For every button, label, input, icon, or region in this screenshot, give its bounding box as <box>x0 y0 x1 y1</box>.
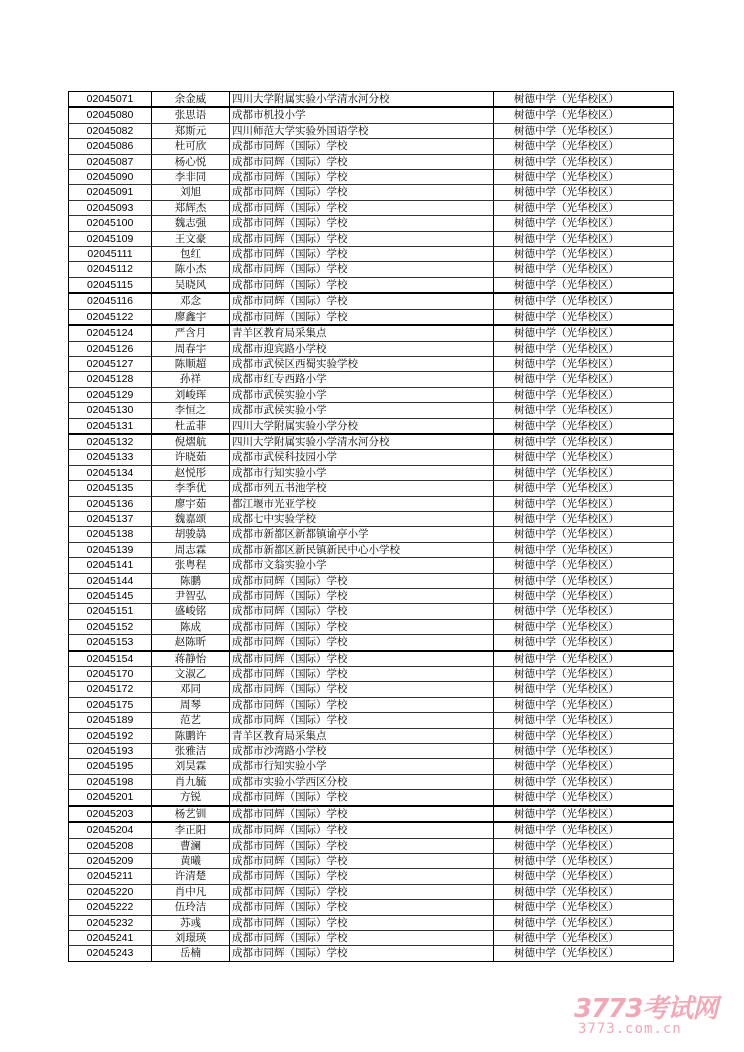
school-cell: 成都市同辉（国际）学校 <box>230 262 494 277</box>
table-row <box>69 915 674 930</box>
student-id-cell: 02045109 <box>69 231 152 246</box>
table-row <box>69 481 674 496</box>
table-row <box>69 231 674 246</box>
student-id-cell: 02045138 <box>69 527 152 542</box>
school-cell: 成都市同辉（国际）学校 <box>230 790 494 806</box>
student-name-cell: 魏嘉颂 <box>152 511 230 526</box>
admitted-school-cell: 树德中学（光华校区） <box>494 759 674 774</box>
admitted-school-cell: 树德中学（光华校区） <box>494 511 674 526</box>
student-name-cell: 尹智弘 <box>152 589 230 604</box>
table-row <box>69 589 674 604</box>
school-cell: 成都市新都区新民镇新民中心小学校 <box>230 542 494 557</box>
student-id-cell: 02045133 <box>69 450 152 465</box>
school-cell: 成都市同辉（国际）学校 <box>230 869 494 884</box>
table-row <box>69 744 674 759</box>
school-cell: 成都市同辉（国际）学校 <box>230 154 494 169</box>
admitted-school-cell: 树德中学（光华校区） <box>494 216 674 231</box>
table-row <box>69 154 674 169</box>
school-cell: 四川大学附属实验小学清水河分校 <box>230 434 494 450</box>
student-id-cell: 02045232 <box>69 915 152 930</box>
school-cell: 四川大学附属实验小学分校 <box>230 418 494 434</box>
student-name-cell: 肖九毓 <box>152 774 230 789</box>
student-name-cell: 赵悦彤 <box>152 465 230 480</box>
admitted-school-cell: 树德中学（光华校区） <box>494 728 674 743</box>
student-name-cell: 黄曦 <box>152 853 230 868</box>
school-cell: 成都市沙湾路小学校 <box>230 744 494 759</box>
admitted-school-cell: 树德中学（光华校区） <box>494 372 674 387</box>
student-name-cell: 李正阳 <box>152 822 230 838</box>
student-name-cell: 范艺 <box>152 713 230 728</box>
student-id-cell: 02045091 <box>69 185 152 200</box>
school-cell: 成都市新都区新都镇谕亭小学 <box>230 527 494 542</box>
school-cell: 成都市同辉（国际）学校 <box>230 139 494 154</box>
table-row <box>69 822 674 838</box>
admission-table <box>68 91 674 962</box>
school-cell: 成都市同辉（国际）学校 <box>230 200 494 215</box>
school-cell: 成都市行知实验小学 <box>230 759 494 774</box>
student-id-cell: 02045135 <box>69 481 152 496</box>
table-row <box>69 216 674 231</box>
admitted-school-cell: 树德中学（光华校区） <box>494 277 674 293</box>
admitted-school-cell: 树德中学（光华校区） <box>494 465 674 480</box>
table-row <box>69 759 674 774</box>
school-cell: 成都市同辉（国际）学校 <box>230 900 494 915</box>
student-name-cell: 包红 <box>152 247 230 262</box>
school-cell: 成都市同辉（国际）学校 <box>230 635 494 651</box>
student-id-cell: 02045111 <box>69 247 152 262</box>
student-id-cell: 02045211 <box>69 869 152 884</box>
student-id-cell: 02045087 <box>69 154 152 169</box>
school-cell: 成都市同辉（国际）学校 <box>230 806 494 822</box>
table-row <box>69 542 674 557</box>
admitted-school-cell: 树德中学（光华校区） <box>494 123 674 138</box>
table-row <box>69 838 674 853</box>
table-row <box>69 651 674 667</box>
table-row <box>69 277 674 293</box>
student-id-cell: 02045241 <box>69 930 152 945</box>
admitted-school-cell: 树德中学（光华校区） <box>494 92 674 108</box>
admitted-school-cell: 树德中学（光华校区） <box>494 403 674 418</box>
table-row <box>69 573 674 588</box>
admitted-school-cell: 树德中学（光华校区） <box>494 774 674 789</box>
table-row <box>69 946 674 961</box>
admitted-school-cell: 树德中学（光华校区） <box>494 822 674 838</box>
table-row <box>69 139 674 154</box>
student-name-cell: 周春宇 <box>152 341 230 356</box>
admission-table-body <box>69 92 674 962</box>
student-name-cell: 陈顺超 <box>152 356 230 371</box>
student-id-cell: 02045198 <box>69 774 152 789</box>
admitted-school-cell: 树德中学（光华校区） <box>494 247 674 262</box>
student-id-cell: 02045124 <box>69 325 152 341</box>
admitted-school-cell: 树德中学（光华校区） <box>494 619 674 634</box>
admitted-school-cell: 树德中学（光华校区） <box>494 869 674 884</box>
student-id-cell: 02045201 <box>69 790 152 806</box>
admitted-school-cell: 树德中学（光华校区） <box>494 231 674 246</box>
table-row <box>69 309 674 325</box>
student-name-cell: 严含月 <box>152 325 230 341</box>
student-id-cell: 02045189 <box>69 713 152 728</box>
table-row <box>69 900 674 915</box>
table-row <box>69 682 674 697</box>
student-name-cell: 廖鑫宇 <box>152 309 230 325</box>
school-cell: 成都市武侯实验小学 <box>230 403 494 418</box>
school-cell: 四川师范大学实验外国语学校 <box>230 123 494 138</box>
admitted-school-cell: 树德中学（光华校区） <box>494 154 674 169</box>
student-name-cell: 刘旭 <box>152 185 230 200</box>
student-id-cell: 02045203 <box>69 806 152 822</box>
school-cell: 成都市同辉（国际）学校 <box>230 930 494 945</box>
student-name-cell: 余金威 <box>152 92 230 108</box>
student-name-cell: 肖中凡 <box>152 884 230 899</box>
school-cell: 四川大学附属实验小学清水河分校 <box>230 92 494 108</box>
student-name-cell: 郑辉杰 <box>152 200 230 215</box>
student-name-cell: 蒋静怡 <box>152 651 230 667</box>
admitted-school-cell: 树德中学（光华校区） <box>494 341 674 356</box>
school-cell: 成都市同辉（国际）学校 <box>230 884 494 899</box>
school-cell: 青羊区教育局采集点 <box>230 325 494 341</box>
admitted-school-cell: 树德中学（光华校区） <box>494 900 674 915</box>
student-name-cell: 李非同 <box>152 170 230 185</box>
school-cell: 成都市同辉（国际）学校 <box>230 838 494 853</box>
admitted-school-cell: 树德中学（光华校区） <box>494 558 674 573</box>
table-row <box>69 619 674 634</box>
school-cell: 成都市武侯实验小学 <box>230 387 494 402</box>
student-name-cell: 曹澜 <box>152 838 230 853</box>
school-cell: 成都市红专西路小学 <box>230 372 494 387</box>
student-id-cell: 02045127 <box>69 356 152 371</box>
school-cell: 成都市同辉（国际）学校 <box>230 946 494 961</box>
student-id-cell: 02045209 <box>69 853 152 868</box>
student-name-cell: 廖宇茹 <box>152 496 230 511</box>
admitted-school-cell: 树德中学（光华校区） <box>494 262 674 277</box>
student-name-cell: 张粤程 <box>152 558 230 573</box>
school-cell: 成都市同辉（国际）学校 <box>230 247 494 262</box>
student-name-cell: 杨心悦 <box>152 154 230 169</box>
student-name-cell: 胡骏骉 <box>152 527 230 542</box>
student-name-cell: 刘昊霖 <box>152 759 230 774</box>
student-name-cell: 陈鹏许 <box>152 728 230 743</box>
school-cell: 成都市同辉（国际）学校 <box>230 231 494 246</box>
admitted-school-cell: 树德中学（光华校区） <box>494 387 674 402</box>
table-row <box>69 806 674 822</box>
student-id-cell: 02045132 <box>69 434 152 450</box>
student-id-cell: 02045134 <box>69 465 152 480</box>
table-row <box>69 403 674 418</box>
student-id-cell: 02045193 <box>69 744 152 759</box>
admitted-school-cell: 树德中学（光华校区） <box>494 806 674 822</box>
student-id-cell: 02045151 <box>69 604 152 619</box>
student-id-cell: 02045090 <box>69 170 152 185</box>
student-id-cell: 02045112 <box>69 262 152 277</box>
school-cell: 成都市机投小学 <box>230 107 494 123</box>
table-row <box>69 853 674 868</box>
student-name-cell: 陈成 <box>152 619 230 634</box>
student-id-cell: 02045192 <box>69 728 152 743</box>
student-name-cell: 周志霖 <box>152 542 230 557</box>
table-row <box>69 790 674 806</box>
table-row <box>69 123 674 138</box>
school-cell: 成都市同辉（国际）学校 <box>230 697 494 712</box>
student-name-cell: 邓念 <box>152 293 230 309</box>
student-name-cell: 杜孟菲 <box>152 418 230 434</box>
table-row <box>69 667 674 682</box>
student-name-cell: 倪熠航 <box>152 434 230 450</box>
school-cell: 成都市同辉（国际）学校 <box>230 309 494 325</box>
student-name-cell: 陈鹏 <box>152 573 230 588</box>
school-cell: 成都市文翁实验小学 <box>230 558 494 573</box>
table-row <box>69 293 674 309</box>
student-name-cell: 杜可欣 <box>152 139 230 154</box>
student-id-cell: 02045082 <box>69 123 152 138</box>
table-row <box>69 496 674 511</box>
table-row <box>69 697 674 712</box>
admitted-school-cell: 树德中学（光华校区） <box>494 604 674 619</box>
school-cell: 成都市列五书池学校 <box>230 481 494 496</box>
table-row <box>69 356 674 371</box>
student-id-cell: 02045128 <box>69 372 152 387</box>
student-name-cell: 文淑乙 <box>152 667 230 682</box>
student-id-cell: 02045093 <box>69 200 152 215</box>
student-name-cell: 李恒之 <box>152 403 230 418</box>
table-row <box>69 869 674 884</box>
student-id-cell: 02045137 <box>69 511 152 526</box>
student-name-cell: 伍玲洁 <box>152 900 230 915</box>
school-cell: 成都市实验小学西区分校 <box>230 774 494 789</box>
student-name-cell: 岳楠 <box>152 946 230 961</box>
student-name-cell: 杨艺钏 <box>152 806 230 822</box>
student-id-cell: 02045153 <box>69 635 152 651</box>
school-cell: 成都市同辉（国际）学校 <box>230 667 494 682</box>
school-cell: 成都市同辉（国际）学校 <box>230 170 494 185</box>
student-id-cell: 02045175 <box>69 697 152 712</box>
table-row <box>69 635 674 651</box>
admitted-school-cell: 树德中学（光华校区） <box>494 107 674 123</box>
table-row <box>69 170 674 185</box>
watermark-logo-text: 3773考试网 <box>574 994 718 1024</box>
admitted-school-cell: 树德中学（光华校区） <box>494 884 674 899</box>
table-row <box>69 107 674 123</box>
admitted-school-cell: 树德中学（光华校区） <box>494 651 674 667</box>
student-name-cell: 许晓茹 <box>152 450 230 465</box>
school-cell: 成都市行知实验小学 <box>230 465 494 480</box>
student-name-cell: 孙祥 <box>152 372 230 387</box>
table-row <box>69 558 674 573</box>
student-name-cell: 周琴 <box>152 697 230 712</box>
admitted-school-cell: 树德中学（光华校区） <box>494 293 674 309</box>
admitted-school-cell: 树德中学（光华校区） <box>494 713 674 728</box>
student-name-cell: 许清楚 <box>152 869 230 884</box>
admitted-school-cell: 树德中学（光华校区） <box>494 573 674 588</box>
school-cell: 成都市同辉（国际）学校 <box>230 277 494 293</box>
school-cell: 成都市同辉（国际）学校 <box>230 651 494 667</box>
admitted-school-cell: 树德中学（光华校区） <box>494 481 674 496</box>
school-cell: 成都市武侯区西蜀实验学校 <box>230 356 494 371</box>
table-row <box>69 884 674 899</box>
admitted-school-cell: 树德中学（光华校区） <box>494 682 674 697</box>
admitted-school-cell: 树德中学（光华校区） <box>494 946 674 961</box>
student-id-cell: 02045122 <box>69 309 152 325</box>
school-cell: 成都七中实验学校 <box>230 511 494 526</box>
admitted-school-cell: 树德中学（光华校区） <box>494 450 674 465</box>
student-id-cell: 02045145 <box>69 589 152 604</box>
student-name-cell: 方锐 <box>152 790 230 806</box>
table-row <box>69 450 674 465</box>
table-row <box>69 200 674 215</box>
student-id-cell: 02045071 <box>69 92 152 108</box>
table-row <box>69 418 674 434</box>
admitted-school-cell: 树德中学（光华校区） <box>494 496 674 511</box>
table-row <box>69 262 674 277</box>
school-cell: 成都市同辉（国际）学校 <box>230 682 494 697</box>
table-row <box>69 372 674 387</box>
admitted-school-cell: 树德中学（光华校区） <box>494 356 674 371</box>
student-name-cell: 魏志强 <box>152 216 230 231</box>
student-name-cell: 郑斯元 <box>152 123 230 138</box>
school-cell: 成都市同辉（国际）学校 <box>230 293 494 309</box>
school-cell: 成都市迎宾路小学校 <box>230 341 494 356</box>
table-row <box>69 527 674 542</box>
student-id-cell: 02045086 <box>69 139 152 154</box>
table-row <box>69 387 674 402</box>
admitted-school-cell: 树德中学（光华校区） <box>494 200 674 215</box>
student-id-cell: 02045131 <box>69 418 152 434</box>
student-name-cell: 刘璟瑛 <box>152 930 230 945</box>
table-row <box>69 604 674 619</box>
school-cell: 成都市同辉（国际）学校 <box>230 216 494 231</box>
school-cell: 成都市同辉（国际）学校 <box>230 589 494 604</box>
admitted-school-cell: 树德中学（光华校区） <box>494 667 674 682</box>
student-id-cell: 02045080 <box>69 107 152 123</box>
table-row <box>69 713 674 728</box>
student-id-cell: 02045152 <box>69 619 152 634</box>
student-id-cell: 02045126 <box>69 341 152 356</box>
student-name-cell: 邓同 <box>152 682 230 697</box>
student-id-cell: 02045129 <box>69 387 152 402</box>
school-cell: 青羊区教育局采集点 <box>230 728 494 743</box>
admitted-school-cell: 树德中学（光华校区） <box>494 744 674 759</box>
admitted-school-cell: 树德中学（光华校区） <box>494 589 674 604</box>
student-name-cell: 王文豪 <box>152 231 230 246</box>
student-id-cell: 02045204 <box>69 822 152 838</box>
site-watermark <box>574 988 734 1042</box>
student-name-cell: 吴晓风 <box>152 277 230 293</box>
school-cell: 成都市同辉（国际）学校 <box>230 619 494 634</box>
student-id-cell: 02045222 <box>69 900 152 915</box>
table-row <box>69 465 674 480</box>
student-id-cell: 02045170 <box>69 667 152 682</box>
school-cell: 成都市同辉（国际）学校 <box>230 573 494 588</box>
table-row <box>69 92 674 108</box>
admitted-school-cell: 树德中学（光华校区） <box>494 635 674 651</box>
admitted-school-cell: 树德中学（光华校区） <box>494 853 674 868</box>
admitted-school-cell: 树德中学（光华校区） <box>494 139 674 154</box>
school-cell: 成都市同辉（国际）学校 <box>230 185 494 200</box>
table-row <box>69 511 674 526</box>
admitted-school-cell: 树德中学（光华校区） <box>494 185 674 200</box>
student-id-cell: 02045139 <box>69 542 152 557</box>
admitted-school-cell: 树德中学（光华校区） <box>494 915 674 930</box>
student-name-cell: 李季优 <box>152 481 230 496</box>
student-id-cell: 02045208 <box>69 838 152 853</box>
school-cell: 成都市同辉（国际）学校 <box>230 604 494 619</box>
student-id-cell: 02045116 <box>69 293 152 309</box>
admitted-school-cell: 树德中学（光华校区） <box>494 418 674 434</box>
student-id-cell: 02045243 <box>69 946 152 961</box>
student-id-cell: 02045115 <box>69 277 152 293</box>
school-cell: 成都市同辉（国际）学校 <box>230 853 494 868</box>
student-id-cell: 02045100 <box>69 216 152 231</box>
student-name-cell: 赵陈昕 <box>152 635 230 651</box>
student-name-cell: 苏彧 <box>152 915 230 930</box>
table-row <box>69 930 674 945</box>
admitted-school-cell: 树德中学（光华校区） <box>494 325 674 341</box>
admitted-school-cell: 树德中学（光华校区） <box>494 434 674 450</box>
student-id-cell: 02045130 <box>69 403 152 418</box>
student-id-cell: 02045195 <box>69 759 152 774</box>
table-row <box>69 185 674 200</box>
school-cell: 成都市同辉（国际）学校 <box>230 713 494 728</box>
admitted-school-cell: 树德中学（光华校区） <box>494 170 674 185</box>
admitted-school-cell: 树德中学（光华校区） <box>494 527 674 542</box>
watermark-url-text: 3773.com.cn <box>578 1021 682 1037</box>
student-name-cell: 张雅洁 <box>152 744 230 759</box>
admitted-school-cell: 树德中学（光华校区） <box>494 309 674 325</box>
school-cell: 都江堰市光亚学校 <box>230 496 494 511</box>
student-id-cell: 02045154 <box>69 651 152 667</box>
student-id-cell: 02045141 <box>69 558 152 573</box>
student-name-cell: 陈小杰 <box>152 262 230 277</box>
student-name-cell: 盛峻铭 <box>152 604 230 619</box>
admitted-school-cell: 树德中学（光华校区） <box>494 697 674 712</box>
school-cell: 成都市同辉（国际）学校 <box>230 822 494 838</box>
school-cell: 成都市同辉（国际）学校 <box>230 915 494 930</box>
student-id-cell: 02045144 <box>69 573 152 588</box>
admitted-school-cell: 树德中学（光华校区） <box>494 838 674 853</box>
table-row <box>69 774 674 789</box>
table-row <box>69 325 674 341</box>
student-id-cell: 02045172 <box>69 682 152 697</box>
table-row <box>69 247 674 262</box>
admitted-school-cell: 树德中学（光华校区） <box>494 542 674 557</box>
table-row <box>69 434 674 450</box>
table-row <box>69 341 674 356</box>
admitted-school-cell: 树德中学（光华校区） <box>494 790 674 806</box>
school-cell: 成都市武侯科技园小学 <box>230 450 494 465</box>
student-name-cell: 刘峻珲 <box>152 387 230 402</box>
table-row <box>69 728 674 743</box>
student-name-cell: 张思语 <box>152 107 230 123</box>
admitted-school-cell: 树德中学（光华校区） <box>494 930 674 945</box>
student-id-cell: 02045136 <box>69 496 152 511</box>
student-id-cell: 02045220 <box>69 884 152 899</box>
